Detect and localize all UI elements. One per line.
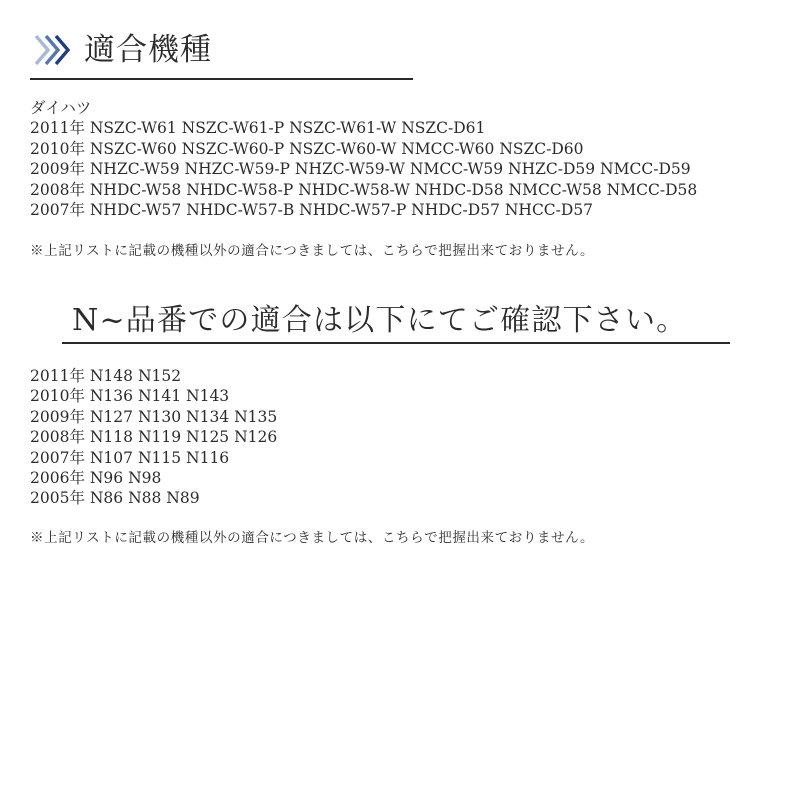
sub-heading — [62, 300, 730, 344]
list-item: 2011年 NSZC-W61 NSZC-W61-P NSZC-W61-W NSZC-D61 — [30, 119, 486, 138]
list-item: 2009年 NHZC-W59 NHZC-W59-P NHZC-W59-W NMCC-W59 NHZC-D59 NMCC-D59 — [30, 160, 691, 179]
list-item: 2005年 N86 N88 N89 — [30, 489, 200, 508]
n-part-number-list — [30, 366, 277, 509]
disclaimer-note: ※上記リストに記載の機種以外の適合につきましては、こちらで把握出来ておりません。 — [30, 243, 595, 259]
list-item: 2008年 N118 N119 N125 N126 — [30, 428, 278, 447]
page-title: 適合機種 — [84, 32, 212, 68]
maker-label: ダイハツ — [30, 99, 92, 117]
list-item: 2007年 NHDC-W57 NHDC-W57-B NHDC-W57-P NHDC-D57 NHCC-D57 — [30, 201, 594, 220]
double-chevron-right-icon — [32, 30, 78, 70]
list-item: 2011年 N148 N152 — [30, 367, 182, 385]
list-item: 2007年 N107 N115 N116 — [30, 448, 230, 467]
compatible-models-list — [30, 98, 697, 220]
list-item: 2010年 NSZC-W60 NSZC-W60-P NSZC-W60-W NMCC-W60 NSZC-D60 — [30, 139, 584, 158]
sub-heading-title: N~品番での適合は以下にてご確認下さい。 — [72, 303, 688, 338]
list-item: 2010年 N136 N141 N143 — [30, 387, 230, 406]
disclaimer-note: ※上記リストに記載の機種以外の適合につきましては、こちらで把握出来ておりません。 — [30, 530, 595, 546]
list-item: 2009年 N127 N130 N134 N135 — [30, 407, 278, 426]
list-item: 2008年 NHDC-W58 NHDC-W58-P NHDC-W58-W NHDC-D58 NMCC-W58 NMCC-D58 — [30, 180, 698, 199]
section-heading — [30, 26, 413, 80]
list-item: 2006年 N96 N98 — [30, 469, 162, 488]
